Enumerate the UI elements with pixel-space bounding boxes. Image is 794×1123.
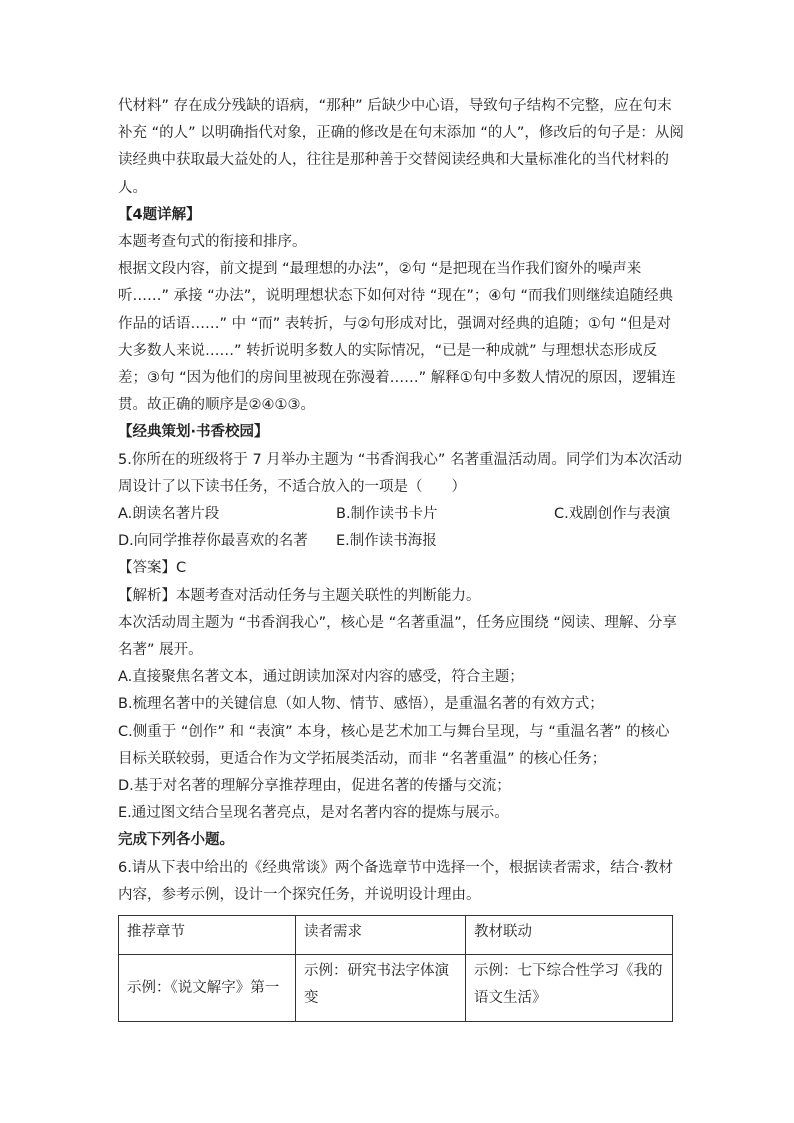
option-c: C.戏剧创作与表演 (554, 506, 671, 523)
table-cell: 示例：七下综合性学习《我的 语文生活》 (466, 955, 673, 1022)
text-line: 差；③句 “因为他们的房间里被现在弥漫着……” 解释①句中多数人情况的原因，逻辑连 (118, 370, 676, 387)
text-line: 大多数人来说……” 转折说明多数人的实际情况，“已是一种成就” 与理想状态形成反 (118, 342, 658, 359)
table-header-cell: 读者需求 (296, 916, 466, 955)
document-body (118, 93, 684, 1022)
text-line: 本题考查句式的衔接和排序。 (118, 234, 307, 251)
text-line: 读经典中获取最大益处的人，往往是那种善于交替阅读经典和大量标准化的当代材料的 (118, 152, 669, 169)
task-table (118, 915, 673, 1022)
table-cell: 示例：《说文解字》第一 (119, 955, 296, 1022)
text-line: 人。 (118, 179, 147, 196)
analysis-line: E.通过图文结合呈现名著亮点，是对名著内容的提炼与展示。 (118, 805, 509, 822)
question-5-text: 5.你所在的班级将于 7 月举办主题为 “书香润我心” 名著重温活动周。同学们为本次活动 (118, 451, 683, 468)
analysis-line: C.侧重于 “创作” 和 “表演” 本身，核心是艺术加工与舞台呈现，与 “重温名著” 的核心 (118, 723, 670, 740)
option-e: E.制作读书海报 (336, 533, 437, 550)
section-heading: 【经典策划·书香校园】 (118, 424, 269, 441)
text-line: 代材料” 存在成分残缺的语病，“那种” 后缺少中心语，导致句子结构不完整，应在句末 (118, 98, 672, 114)
text-line: 作品的话语……” 中 “而” 表转折，与②句形成对比，强调对经典的追随；①句 “但是对 (118, 315, 671, 332)
text-line: 补充 “的人” 以明确指代对象，正确的修改是在句末添加 “的人”，修改后的句子是：从阅 (118, 125, 684, 142)
analysis-line: 名著” 展开。 (118, 642, 203, 659)
table-header-cell: 推荐章节 (119, 916, 296, 955)
table-header-row (119, 916, 673, 955)
analysis-line: A.直接聚焦名著文本，通过朗读加深对内容的感受，符合主题； (118, 669, 524, 686)
subtask-heading: 完成下列各小题。 (118, 832, 234, 849)
answer: 【答案】C (118, 560, 187, 577)
table-header-cell: 教材联动 (466, 916, 673, 955)
analysis-line: B.梳理名著中的关键信息（如人物、情节、感悟），是重温名著的有效方式； (118, 696, 604, 713)
option-a: A.朗读名著片段 (118, 506, 220, 523)
table-cell: 示例：研究书法字体演 变 (296, 955, 466, 1022)
question-5-text: 周设计了以下读书任务，不适合放入的一项是（ ） (118, 478, 466, 495)
text-line: 听……” 承接 “办法”，说明理想状态下如何对待 “现在”；④句 “而我们则继续追随经典 (118, 288, 674, 305)
analysis-line: D.基于对名著的理解分享推荐理由，促进名著的传播与交流； (118, 778, 511, 795)
q5-options-row (118, 501, 678, 528)
table-row (119, 955, 673, 1022)
analysis-line: 目标关联较弱，更适合作为文学拓展类活动，而非 “名著重温” 的核心任务； (118, 750, 607, 767)
analysis-line: 本次活动周主题为 “书香润我心”，核心是 “名著重温”，任务应围绕 “阅读、理解、分享 (118, 614, 677, 631)
question-6-text: 6.请从下表中给出的《经典常谈》两个备选章节中选择一个，根据读者需求，结合·教材 (118, 859, 673, 876)
q5-options-row (118, 528, 678, 555)
question-6-text: 内容，参考示例，设计一个探究任务，并说明设计理由。 (118, 886, 481, 903)
text-line: 根据文段内容，前文提到 “最理想的办法”，②句 “是把现在当作我们窗外的噪声来 (118, 261, 642, 278)
analysis-line: 【解析】本题考查对活动任务与主题关联性的判断能力。 (118, 587, 481, 604)
option-b: B.制作读书卡片 (336, 506, 438, 523)
q4-heading: 【4题详解】 (118, 206, 201, 223)
option-d: D.向同学推荐你最喜欢的名著 (118, 533, 308, 550)
text-line: 贯。故正确的顺序是②④①③。 (118, 397, 315, 414)
